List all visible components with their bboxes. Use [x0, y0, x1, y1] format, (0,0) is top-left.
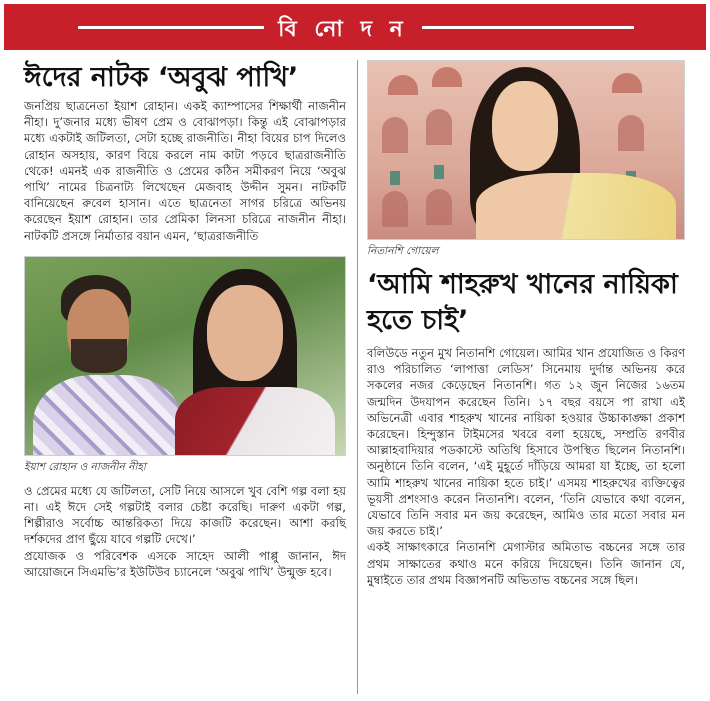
banner-rule-right	[422, 26, 634, 29]
banner-rule-left	[78, 26, 264, 29]
right-headline: ‘আমি শাহরুখ খানের নায়িকা হতে চাই’	[367, 269, 678, 336]
section-banner	[4, 4, 706, 50]
column-divider	[357, 60, 358, 694]
section-title: বি নো দ ন	[278, 17, 408, 42]
left-paragraph-3: প্রযোজক ও পরিবেশক এসকে সাহেদ আলী পাপ্পু জানান, ঈদ আয়োজনে সিএমভি’র ইউটিউব চ্যানেলে ‘অবুঝ পাখি’ উন্মুক্ত হবে।	[24, 548, 346, 579]
couple-photo	[24, 256, 346, 456]
actress-photo-caption: নিতানশি গোয়েল	[367, 245, 439, 257]
left-article	[24, 60, 346, 580]
right-paragraph-2: একই সাক্ষাৎকারে নিতানশি মেগাস্টার অমিতাভ বচ্চনের সঙ্গে তার প্রথম সাক্ষাতের কথাও মনে করিয়ে দিয়েছেন। তিনি জানান যে, মুম্বাইতে তার প্রথম বিজ্ঞাপনটি অভিতাভ বচ্চনের সঙ্গে ছিল।	[367, 540, 685, 587]
couple-photo-caption: ইয়াশ রোহান ও নাজনীন নীহা	[24, 460, 146, 473]
left-headline: ঈদের নাটক ‘অবুঝ পাখি’	[24, 62, 299, 93]
actress-photo	[367, 60, 685, 240]
right-paragraph-1: বলিউডে নতুন মুখ নিতানশি গোয়েল। আমির খান প্রযোজিত ও কিরণ রাও পরিচালিত ‘লাপাত্তা লেডিস’ সিনেমায় দুর্দান্ত অভিনয় করে সকলের নজর কেড়েছেন নিতানশি। গত ১২ জুন নিজের ১৬তম জন্মদিন উদযাপন করেছেন তিনি। ১৭ বছর বয়সে পা রাখা এই অভিনেত্রী এবার শাহরুখ খানের নায়িকা হওয়ার উচ্চাকাঙ্ক্ষা প্রকাশ করেছেন। হিন্দুস্তান টাইমসের খবরে বলা হয়েছে, সম্প্রতি রণবীর আল্লাহবাদিয়ার পডকাস্টে অতিথি হিসাবে উপস্থিত ছিলেন নিতানশি। অনুষ্ঠানে তিনি বলেন, ‘এই মুহূর্তে দাঁড়িয়ে আমরা যা ইচ্ছে, তা হলো আমি শাহরুখ খানের নায়িকা হতে চাই।’ এসময় শাহরুখের ব্যক্তিত্বের ভূয়সী প্রশংসাও করেন নিতানশি। বলেন, ‘তিনি যেভাবে কথা বলেন, যেভাবে তিনি সবার মন জয় করেছেন, আমিও তার মতো সবার মন জয় করতে চাই।’	[367, 346, 685, 539]
left-paragraph-2: ও প্রেমের মধ্যে যে জটিলতা, সেটি নিয়ে আসলে খুব বেশি গল্প বলা হয় না। এই ঈদে সেই গল্পটাই বলার চেষ্টা করেছি। দারুণ একটা গল্প, শিল্পীরাও সর্বোচ্চ আন্তরিকতা দিয়ে কাজটি করেছেন। আশা করছি দর্শকদের প্রাণ ছুঁয়ে যাবে গল্পটি দেখে।’	[24, 483, 346, 547]
left-paragraph-1: জনপ্রিয় ছাত্রনেতা ইয়াশ রোহান। একই ক্যাম্পাসের শিক্ষার্থী নাজনীন নীহা। দু’জনার মধ্যে ভীষণ প্রেম ও বোঝাপড়া। কিন্তু এই বোঝাপড়ার মধ্যে একটাই জটিলতা, সেটা হচ্ছে রাজনীতি। নীহা বিয়ের চাপ দিলেও রোহান অসহায়, কারণ বিয়ে করলে নাম কাটা পড়বে ছাত্ররাজনীতি থেকে! এমনই এক রাজনীতি ও প্রেমের কঠিন সমীকরণ নিয়ে ‘অবুঝ পাখি’ নামের চিত্রনাট্য লিখেছেন মেজবাহ উদ্দীন সুমন। নাটকটি বানিয়েছেন রুবেল হাসান। এতে ছাত্রনেতা সাগর চরিত্রে অভিনয় করেছেন ইয়াশ রোহান। তার প্রেমিকা লিনসা চরিত্রে নাজনীন নীহা। নাটকটি প্রসঙ্গে নির্মাতার বয়ান এমন, ‘ছাত্ররাজনীতি	[24, 99, 346, 243]
right-article	[367, 60, 685, 588]
